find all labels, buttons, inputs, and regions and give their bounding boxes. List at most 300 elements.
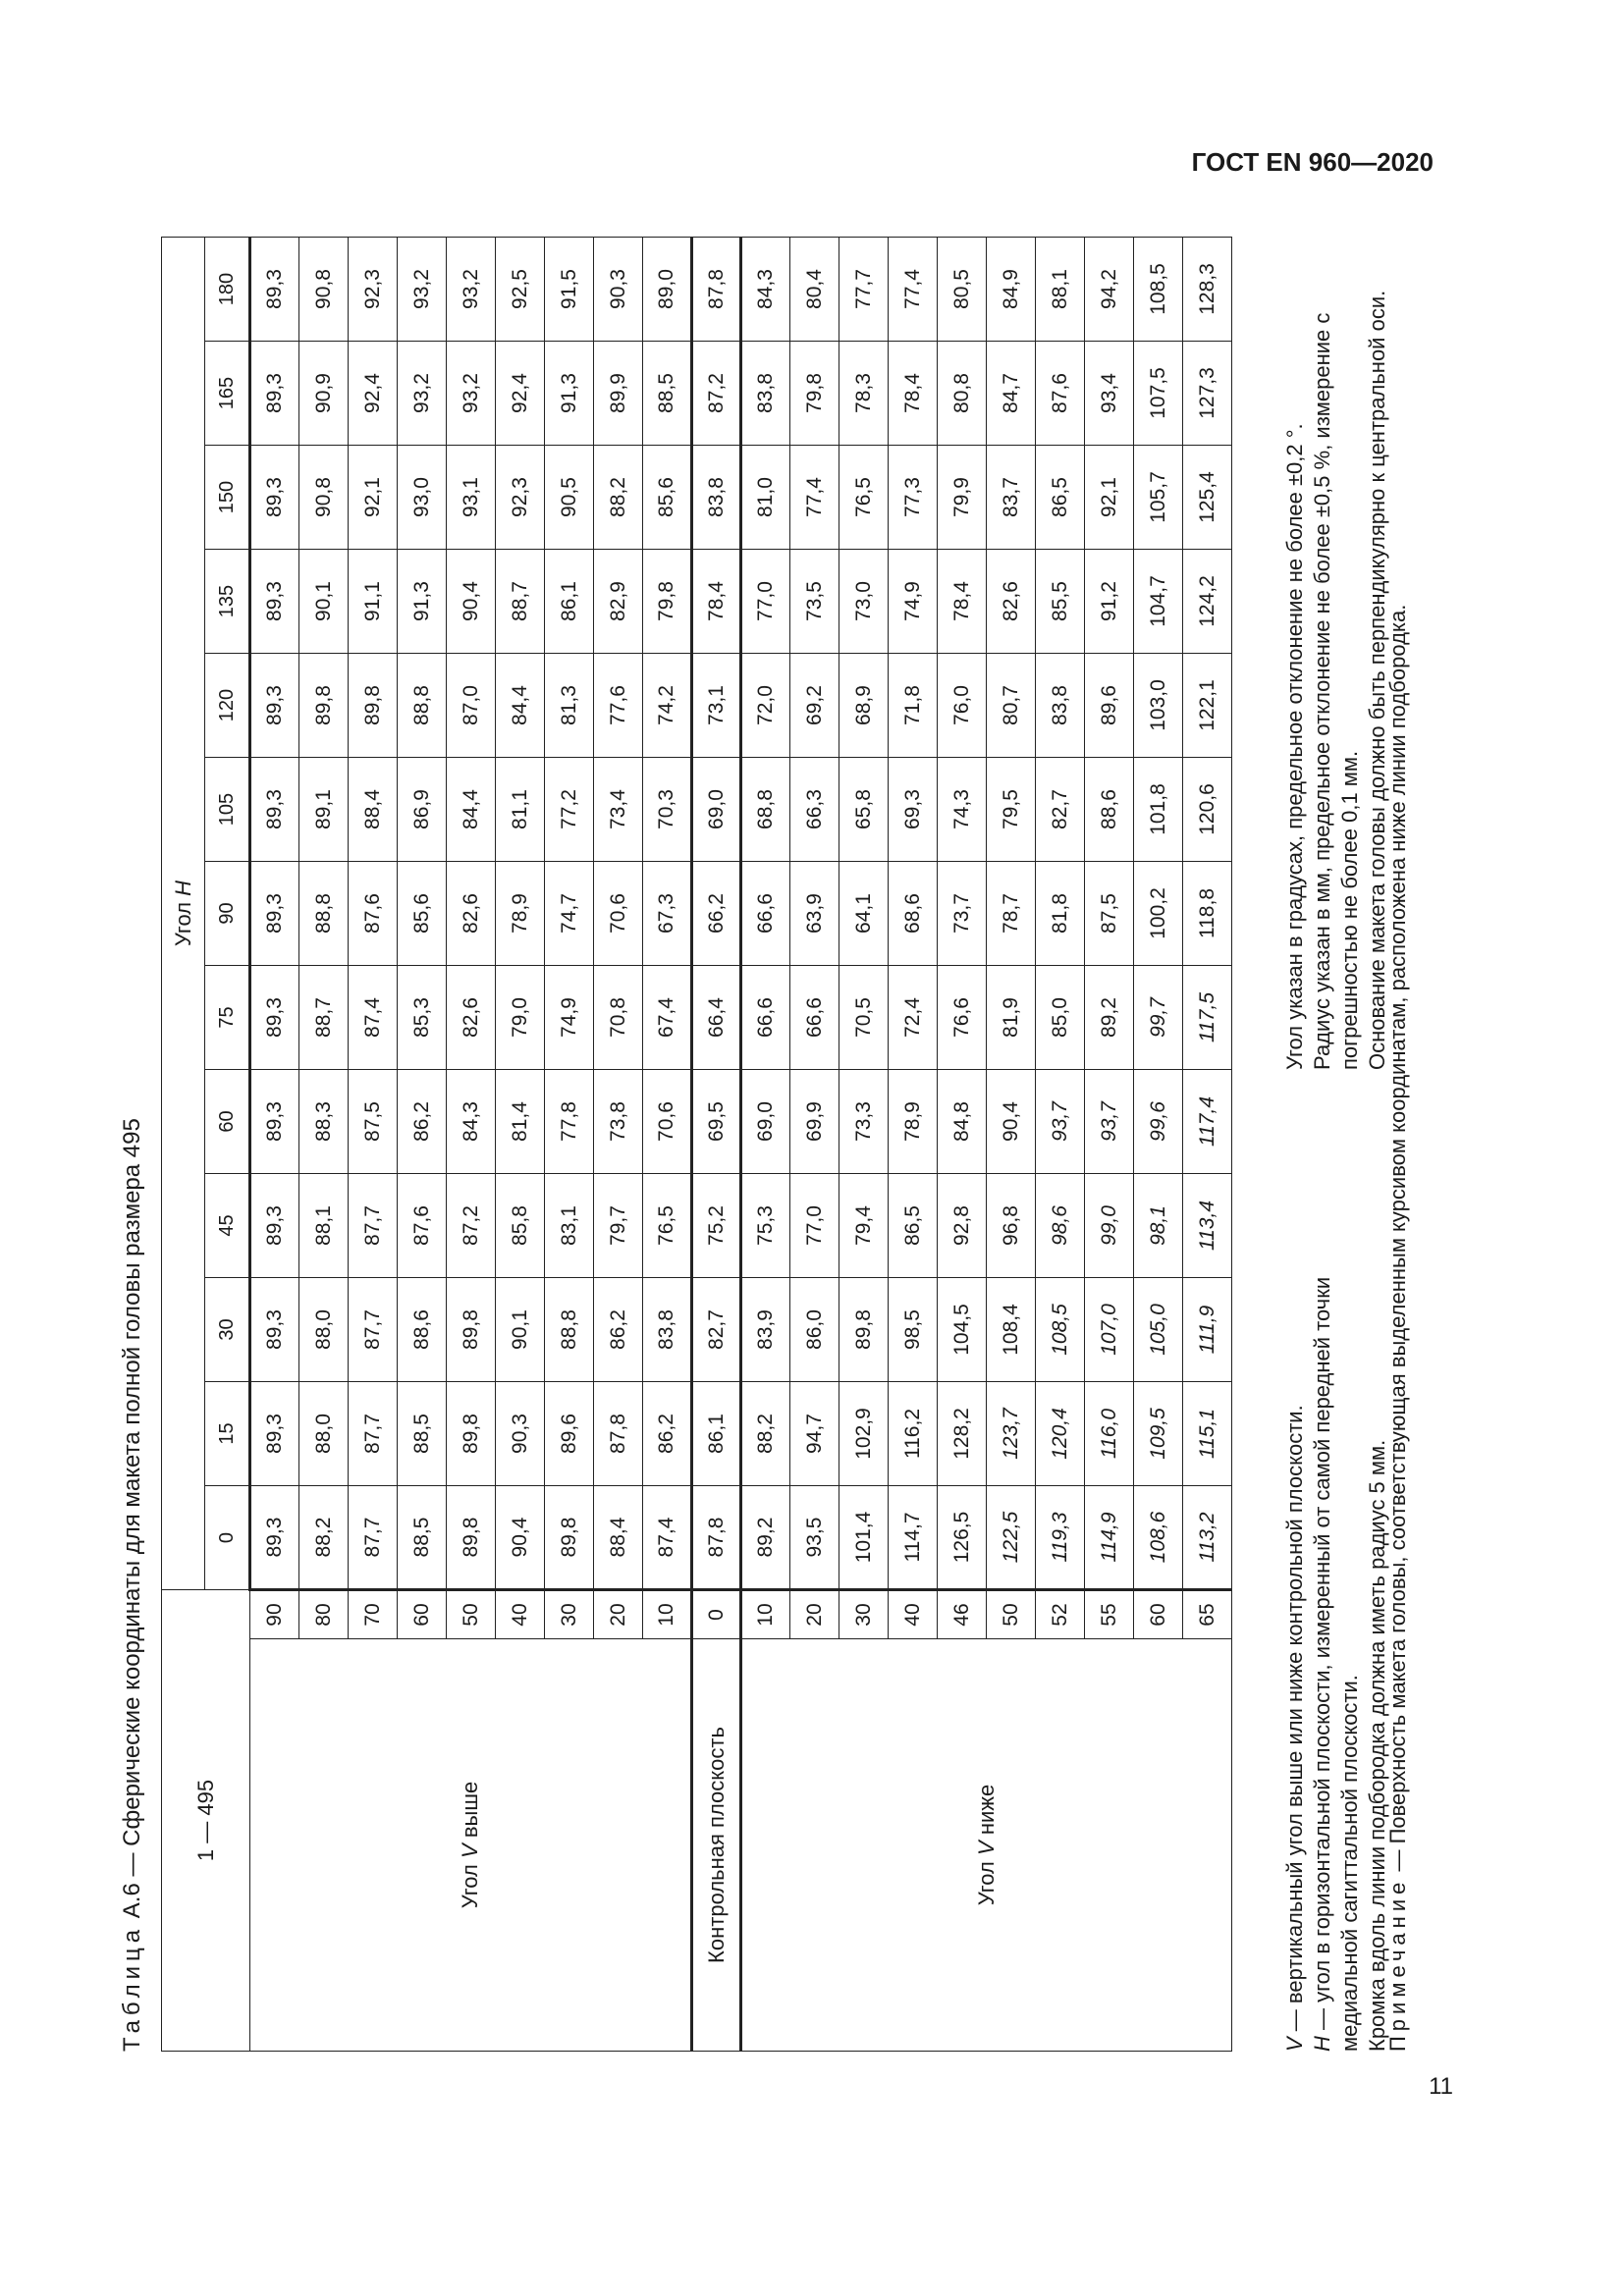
radius-cell: 108,6	[1134, 1486, 1183, 1590]
v-angle-cell: 30	[839, 1590, 889, 1639]
radius-cell: 66,6	[741, 862, 790, 966]
radius-cell: 120,6	[1183, 758, 1232, 862]
radius-cell: 88,1	[299, 1174, 349, 1278]
radius-cell: 79,8	[643, 550, 692, 654]
radius-cell: 94,7	[790, 1382, 839, 1486]
radius-cell: 86,2	[594, 1278, 643, 1382]
radius-cell: 68,6	[889, 862, 938, 966]
radius-cell: 78,4	[889, 342, 938, 446]
radius-cell: 116,0	[1085, 1382, 1134, 1486]
radius-cell: 86,9	[398, 758, 447, 862]
radius-cell: 83,8	[741, 342, 790, 446]
radius-cell: 108,5	[1036, 1278, 1085, 1382]
v-angle-cell: 55	[1085, 1590, 1134, 1639]
radius-cell: 87,6	[349, 862, 398, 966]
radius-cell: 86,2	[643, 1382, 692, 1486]
radius-cell: 88,7	[299, 966, 349, 1070]
radius-cell: 66,6	[790, 966, 839, 1070]
radius-cell: 87,5	[349, 1070, 398, 1174]
radius-cell: 87,7	[349, 1278, 398, 1382]
note-chin-edge: Кромка вдоль линии подбородка должна иметь радиус 5 мм.	[1365, 1439, 1389, 2052]
radius-cell: 93,2	[447, 342, 496, 446]
radius-cell: 76,5	[643, 1174, 692, 1278]
radius-cell: 87,8	[692, 1486, 741, 1590]
radius-cell: 120,4	[1036, 1382, 1085, 1486]
radius-cell: 96,8	[987, 1174, 1036, 1278]
radius-cell: 89,8	[545, 1486, 594, 1590]
radius-cell: 88,2	[594, 446, 643, 550]
radius-cell: 69,5	[692, 1070, 741, 1174]
radius-cell: 73,3	[839, 1070, 889, 1174]
radius-cell: 87,8	[692, 238, 741, 342]
radius-cell: 84,9	[987, 238, 1036, 342]
v-definition-text: — вертикальный угол выше или ниже контрольной плоскости.	[1282, 1405, 1307, 2038]
radius-cell: 93,4	[1085, 342, 1134, 446]
h-angle-header: 0	[205, 1486, 250, 1590]
radius-cell: 90,1	[299, 550, 349, 654]
radius-cell: 92,4	[496, 342, 545, 446]
radius-cell: 89,3	[250, 446, 299, 550]
radius-cell: 87,4	[349, 966, 398, 1070]
radius-cell: 77,3	[889, 446, 938, 550]
caption-title: А.6 — Сферические координаты для макета полной головы размера 495	[119, 1118, 145, 1919]
radius-cell: 87,5	[1085, 862, 1134, 966]
corner-cell: 1 — 495	[162, 1590, 250, 2052]
radius-cell: 88,3	[299, 1070, 349, 1174]
radius-cell: 67,4	[643, 966, 692, 1070]
h-angle-header: 30	[205, 1278, 250, 1382]
h-angle-header: 135	[205, 550, 250, 654]
radius-cell: 82,9	[594, 550, 643, 654]
radius-cell: 90,1	[496, 1278, 545, 1382]
v-angle-cell: 20	[594, 1590, 643, 1639]
radius-cell: 109,5	[1134, 1382, 1183, 1486]
radius-cell: 64,1	[839, 862, 889, 966]
note-label: Примечание	[1385, 1877, 1410, 2052]
radius-cell: 70,5	[839, 966, 889, 1070]
radius-cell: 87,7	[349, 1486, 398, 1590]
radius-cell: 77,6	[594, 654, 643, 758]
radius-cell: 80,8	[938, 342, 987, 446]
radius-cell: 91,2	[1085, 550, 1134, 654]
radius-cell: 128,3	[1183, 238, 1232, 342]
radius-cell: 77,8	[545, 1070, 594, 1174]
radius-cell: 88,4	[349, 758, 398, 862]
note-base: Основание макета головы должно быть перпендикулярно к центральной оси.	[1365, 290, 1389, 1070]
radius-cell: 69,0	[741, 1070, 790, 1174]
v-angle-cell: 65	[1183, 1590, 1232, 1639]
radius-cell: 70,6	[643, 1070, 692, 1174]
radius-cell: 86,5	[889, 1174, 938, 1278]
radius-cell: 88,0	[299, 1382, 349, 1486]
radius-cell: 108,4	[987, 1278, 1036, 1382]
radius-cell: 101,8	[1134, 758, 1183, 862]
radius-cell: 83,7	[987, 446, 1036, 550]
radius-cell: 77,0	[741, 550, 790, 654]
radius-cell: 89,3	[250, 862, 299, 966]
h-definition-text: — угол в горизонтальной плоскости, измеренный от самой передней точки	[1310, 1276, 1334, 2037]
radius-cell: 90,3	[496, 1382, 545, 1486]
radius-cell: 89,8	[299, 654, 349, 758]
radius-cell: 117,4	[1183, 1070, 1232, 1174]
v-angle-cell: 60	[398, 1590, 447, 1639]
radius-cell: 89,3	[250, 342, 299, 446]
radius-cell: 71,8	[889, 654, 938, 758]
radius-cell: 84,7	[987, 342, 1036, 446]
v-angle-cell: 60	[1134, 1590, 1183, 1639]
coordinates-table	[161, 237, 1232, 2052]
radius-cell: 98,6	[1036, 1174, 1085, 1278]
radius-cell: 69,3	[889, 758, 938, 862]
radius-cell: 69,9	[790, 1070, 839, 1174]
radius-cell: 104,7	[1134, 550, 1183, 654]
radius-cell: 88,2	[299, 1486, 349, 1590]
radius-cell: 82,6	[447, 966, 496, 1070]
radius-cell: 89,3	[250, 1070, 299, 1174]
radius-cell: 83,9	[741, 1278, 790, 1382]
radius-cell: 89,2	[1085, 966, 1134, 1070]
radius-cell: 80,7	[987, 654, 1036, 758]
radius-cell: 87,6	[1036, 342, 1085, 446]
radius-cell: 83,8	[692, 446, 741, 550]
radius-cell: 91,3	[545, 342, 594, 446]
radius-cell: 85,8	[496, 1174, 545, 1278]
radius-cell: 87,4	[643, 1486, 692, 1590]
radius-cell: 85,0	[1036, 966, 1085, 1070]
radius-cell: 81,8	[1036, 862, 1085, 966]
radius-cell: 70,8	[594, 966, 643, 1070]
h-angle-header: 15	[205, 1382, 250, 1486]
h-angle-header: 120	[205, 654, 250, 758]
radius-cell: 88,5	[398, 1382, 447, 1486]
radius-cell: 107,0	[1085, 1278, 1134, 1382]
radius-cell: 74,7	[545, 862, 594, 966]
radius-cell: 78,4	[692, 550, 741, 654]
radius-cell: 82,7	[1036, 758, 1085, 862]
radius-cell: 89,3	[250, 550, 299, 654]
v-angle-cell: 52	[1036, 1590, 1085, 1639]
radius-cell: 73,4	[594, 758, 643, 862]
radius-cell: 89,6	[1085, 654, 1134, 758]
radius-cell: 78,9	[889, 1070, 938, 1174]
table-row	[250, 238, 299, 2052]
radius-cell: 76,6	[938, 966, 987, 1070]
radius-cell: 123,7	[987, 1382, 1036, 1486]
radius-cell: 119,3	[1036, 1486, 1085, 1590]
radius-cell: 79,8	[790, 342, 839, 446]
radius-cell: 88,8	[299, 862, 349, 966]
radius-cell: 69,0	[692, 758, 741, 862]
radius-cell: 89,1	[299, 758, 349, 862]
radius-cell: 77,2	[545, 758, 594, 862]
v-angle-cell: 30	[545, 1590, 594, 1639]
radius-cell: 89,3	[250, 1382, 299, 1486]
radius-cell: 111,9	[1183, 1278, 1232, 1382]
radius-cell: 80,5	[938, 238, 987, 342]
radius-cell: 99,6	[1134, 1070, 1183, 1174]
radius-cell: 63,9	[790, 862, 839, 966]
radius-cell: 98,1	[1134, 1174, 1183, 1278]
notes-left	[1281, 1109, 1391, 2052]
radius-cell: 88,4	[594, 1486, 643, 1590]
v-symbol: V	[1282, 2037, 1307, 2052]
radius-cell: 89,3	[250, 1278, 299, 1382]
radius-cell: 85,6	[398, 862, 447, 966]
radius-cell: 83,1	[545, 1174, 594, 1278]
notes-right	[1281, 128, 1391, 1070]
radius-cell: 82,6	[987, 550, 1036, 654]
radius-cell: 81,9	[987, 966, 1036, 1070]
radius-cell: 79,7	[594, 1174, 643, 1278]
table-caption	[108, 1118, 157, 2052]
radius-cell: 92,3	[496, 446, 545, 550]
radius-cell: 89,3	[250, 654, 299, 758]
radius-cell: 92,1	[349, 446, 398, 550]
radius-cell: 74,9	[545, 966, 594, 1070]
radius-cell: 73,7	[938, 862, 987, 966]
radius-cell: 77,4	[790, 446, 839, 550]
radius-cell: 78,3	[839, 342, 889, 446]
radius-cell: 75,3	[741, 1174, 790, 1278]
radius-cell: 89,8	[839, 1278, 889, 1382]
document-header: ГОСТ EN 960—2020	[1191, 147, 1434, 177]
radius-cell: 79,5	[987, 758, 1036, 862]
radius-cell: 92,5	[496, 238, 545, 342]
radius-cell: 77,7	[839, 238, 889, 342]
radius-cell: 122,1	[1183, 654, 1232, 758]
group-label-control: Контрольная плоскость	[692, 1639, 741, 2052]
v-angle-cell: 90	[250, 1590, 299, 1639]
radius-cell: 90,5	[545, 446, 594, 550]
radius-cell: 77,0	[790, 1174, 839, 1278]
radius-cell: 124,2	[1183, 550, 1232, 654]
v-angle-cell: 40	[889, 1590, 938, 1639]
group-label-above: Угол V выше	[250, 1639, 692, 2052]
radius-cell: 70,6	[594, 862, 643, 966]
radius-cell: 91,3	[398, 550, 447, 654]
radius-cell: 108,5	[1134, 238, 1183, 342]
radius-cell: 113,4	[1183, 1174, 1232, 1278]
radius-cell: 84,3	[741, 238, 790, 342]
radius-cell: 76,5	[839, 446, 889, 550]
radius-cell: 86,0	[790, 1278, 839, 1382]
radius-cell: 73,5	[790, 550, 839, 654]
radius-cell: 84,3	[447, 1070, 496, 1174]
radius-cell: 74,9	[889, 550, 938, 654]
radius-cell: 89,9	[594, 342, 643, 446]
radius-cell: 122,5	[987, 1486, 1036, 1590]
radius-cell: 126,5	[938, 1486, 987, 1590]
radius-cell: 72,4	[889, 966, 938, 1070]
radius-cell: 89,8	[447, 1486, 496, 1590]
v-angle-cell: 50	[987, 1590, 1036, 1639]
radius-cell: 78,4	[938, 550, 987, 654]
page-number: 11	[1429, 2073, 1453, 2100]
radius-cell: 92,1	[1085, 446, 1134, 550]
radius-cell: 91,1	[349, 550, 398, 654]
radius-cell: 87,8	[594, 1382, 643, 1486]
radius-cell: 87,0	[447, 654, 496, 758]
v-angle-cell: 10	[741, 1590, 790, 1639]
radius-cell: 89,8	[447, 1382, 496, 1486]
radius-cell: 88,6	[398, 1278, 447, 1382]
radius-cell: 93,1	[447, 446, 496, 550]
radius-cell: 93,7	[1036, 1070, 1085, 1174]
radius-cell: 89,3	[250, 758, 299, 862]
v-angle-cell: 50	[447, 1590, 496, 1639]
radius-cell: 103,0	[1134, 654, 1183, 758]
radius-cell: 107,5	[1134, 342, 1183, 446]
radius-cell: 115,1	[1183, 1382, 1232, 1486]
radius-cell: 81,4	[496, 1070, 545, 1174]
radius-cell: 86,2	[398, 1070, 447, 1174]
radius-cell: 87,7	[349, 1174, 398, 1278]
radius-cell: 90,8	[299, 446, 349, 550]
h-angle-header: 90	[205, 862, 250, 966]
radius-cell: 67,3	[643, 862, 692, 966]
radius-cell: 87,7	[349, 1382, 398, 1486]
radius-cell: 85,3	[398, 966, 447, 1070]
radius-cell: 89,3	[250, 238, 299, 342]
radius-cell: 88,5	[643, 342, 692, 446]
radius-cell: 79,4	[839, 1174, 889, 1278]
note-radius-tolerance-cont: погрешностью не более 0,1 мм.	[1337, 750, 1362, 1070]
radius-cell: 90,4	[447, 550, 496, 654]
radius-cell: 81,1	[496, 758, 545, 862]
radius-cell: 88,1	[1036, 238, 1085, 342]
radius-cell: 89,6	[545, 1382, 594, 1486]
radius-cell: 89,3	[250, 966, 299, 1070]
radius-cell: 74,2	[643, 654, 692, 758]
radius-cell: 79,9	[938, 446, 987, 550]
caption-prefix: Таблица	[119, 1924, 145, 2052]
radius-cell: 98,5	[889, 1278, 938, 1382]
radius-cell: 87,2	[692, 342, 741, 446]
radius-cell: 73,8	[594, 1070, 643, 1174]
radius-cell: 77,4	[889, 238, 938, 342]
radius-cell: 101,4	[839, 1486, 889, 1590]
radius-cell: 102,9	[839, 1382, 889, 1486]
radius-cell: 81,0	[741, 446, 790, 550]
note-h-definition-cont: медиальной сагиттальной плоскости.	[1337, 1675, 1362, 2052]
radius-cell: 66,3	[790, 758, 839, 862]
radius-cell: 88,2	[741, 1382, 790, 1486]
radius-cell: 69,2	[790, 654, 839, 758]
radius-cell: 83,8	[1036, 654, 1085, 758]
radius-cell: 88,7	[496, 550, 545, 654]
radius-cell: 65,8	[839, 758, 889, 862]
radius-cell: 75,2	[692, 1174, 741, 1278]
h-angle-header: 60	[205, 1070, 250, 1174]
radius-cell: 85,5	[1036, 550, 1085, 654]
note-v-definition	[1281, 1109, 1309, 2052]
radius-cell: 83,8	[643, 1278, 692, 1382]
v-angle-cell: 10	[643, 1590, 692, 1639]
radius-cell: 70,3	[643, 758, 692, 862]
radius-cell: 105,7	[1134, 446, 1183, 550]
radius-cell: 99,7	[1134, 966, 1183, 1070]
radius-cell: 127,3	[1183, 342, 1232, 446]
h-angle-header: 180	[205, 238, 250, 342]
v-angle-cell: 46	[938, 1590, 987, 1639]
table-row	[741, 238, 790, 2052]
radius-cell: 78,9	[496, 862, 545, 966]
note-angle-tolerance: Угол указан в градусах, предельное отклонение не более ±0,2 °.	[1282, 423, 1307, 1070]
radius-cell: 84,8	[938, 1070, 987, 1174]
h-angle-header: 75	[205, 966, 250, 1070]
radius-cell: 84,4	[496, 654, 545, 758]
radius-cell: 113,2	[1183, 1486, 1232, 1590]
radius-cell: 89,3	[250, 1174, 299, 1278]
radius-cell: 73,0	[839, 550, 889, 654]
radius-cell: 82,7	[692, 1278, 741, 1382]
h-symbol: H	[1310, 2036, 1334, 2052]
v-angle-cell: 80	[299, 1590, 349, 1639]
radius-cell: 90,4	[496, 1486, 545, 1590]
radius-cell: 93,5	[790, 1486, 839, 1590]
radius-cell: 89,3	[250, 1486, 299, 1590]
radius-cell: 90,3	[594, 238, 643, 342]
note-final	[1384, 128, 1412, 2052]
radius-cell: 118,8	[1183, 862, 1232, 966]
radius-cell: 93,7	[1085, 1070, 1134, 1174]
radius-cell: 88,6	[1085, 758, 1134, 862]
radius-cell: 90,9	[299, 342, 349, 446]
radius-cell: 94,2	[1085, 238, 1134, 342]
radius-cell: 89,2	[741, 1486, 790, 1590]
h-angle-header: 105	[205, 758, 250, 862]
radius-cell: 114,9	[1085, 1486, 1134, 1590]
radius-cell: 68,9	[839, 654, 889, 758]
radius-cell: 93,2	[447, 238, 496, 342]
h-angle-header: 150	[205, 446, 250, 550]
radius-cell: 88,8	[545, 1278, 594, 1382]
radius-cell: 85,6	[643, 446, 692, 550]
radius-cell: 88,8	[398, 654, 447, 758]
radius-cell: 87,2	[447, 1174, 496, 1278]
radius-cell: 116,2	[889, 1382, 938, 1486]
note-radius-tolerance: Радиус указан в мм, предельное отклонение не более ±0,5 %, измерение с	[1310, 312, 1334, 1070]
radius-cell: 84,4	[447, 758, 496, 862]
radius-cell: 76,0	[938, 654, 987, 758]
radius-cell: 87,6	[398, 1174, 447, 1278]
radius-cell: 90,8	[299, 238, 349, 342]
radius-cell: 91,5	[545, 238, 594, 342]
radius-cell: 66,6	[741, 966, 790, 1070]
radius-cell: 78,7	[987, 862, 1036, 966]
radius-cell: 79,0	[496, 966, 545, 1070]
radius-cell: 66,2	[692, 862, 741, 966]
h-axis-label: Угол H	[162, 238, 205, 1590]
radius-cell: 105,0	[1134, 1278, 1183, 1382]
radius-cell: 117,5	[1183, 966, 1232, 1070]
radius-cell: 80,4	[790, 238, 839, 342]
radius-cell: 93,2	[398, 238, 447, 342]
radius-cell: 114,7	[889, 1486, 938, 1590]
radius-cell: 128,2	[938, 1382, 987, 1486]
radius-cell: 86,1	[545, 550, 594, 654]
radius-cell: 68,8	[741, 758, 790, 862]
radius-cell: 92,3	[349, 238, 398, 342]
radius-cell: 104,5	[938, 1278, 987, 1382]
radius-cell: 92,4	[349, 342, 398, 446]
radius-cell: 82,6	[447, 862, 496, 966]
v-angle-cell: 20	[790, 1590, 839, 1639]
v-angle-cell: 40	[496, 1590, 545, 1639]
v-angle-cell: 70	[349, 1590, 398, 1639]
radius-cell: 86,5	[1036, 446, 1085, 550]
radius-cell: 74,3	[938, 758, 987, 862]
